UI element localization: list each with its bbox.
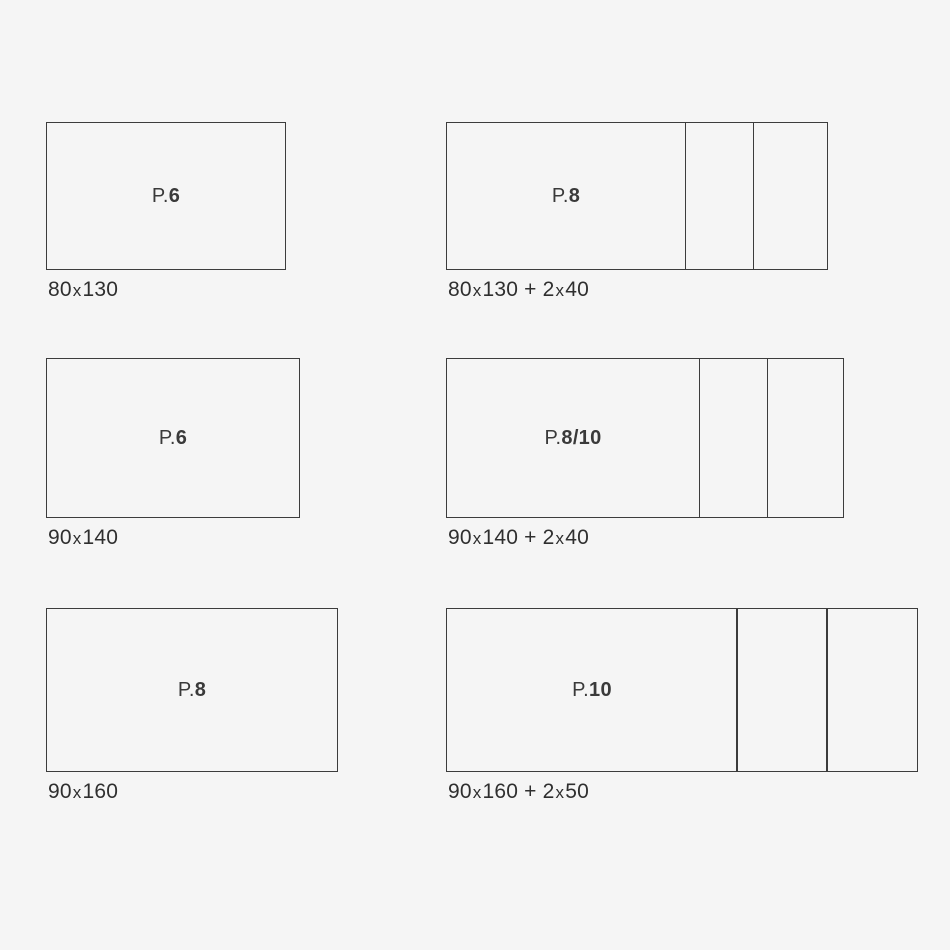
table-top-main: [46, 608, 338, 772]
table-diagram-80x130: [46, 122, 286, 301]
table-outline: [46, 608, 338, 772]
table-top-main: [446, 608, 738, 772]
table-outline: [446, 122, 828, 270]
dimension-label: 80x130 + 2x40: [448, 278, 589, 301]
table-outline: [46, 358, 300, 518]
seat-capacity-label: P.6: [158, 426, 188, 449]
seat-capacity-label: P.10: [572, 678, 612, 701]
table-diagram-90x140-plus-2x40: [446, 358, 844, 549]
table-extension-leaf-2: [753, 122, 828, 270]
seat-capacity-label: P.8: [177, 678, 207, 701]
table-top-main: [446, 122, 686, 270]
seat-capacity-label: P.6: [151, 184, 181, 207]
dimension-label: 90x160: [48, 780, 119, 803]
table-outline: [446, 608, 918, 772]
table-outline: [446, 358, 844, 518]
dimension-label: 90x140: [48, 526, 119, 549]
table-diagram-90x160: [46, 608, 338, 803]
seat-capacity-label: P.8: [551, 184, 581, 207]
table-diagram-80x130-plus-2x40: [446, 122, 828, 301]
dimension-label: 90x160 + 2x50: [448, 780, 589, 803]
table-top-main: [46, 358, 300, 518]
table-extension-leaf-1: [699, 358, 768, 518]
dimension-label: 80x130: [48, 278, 119, 301]
table-top-main: [446, 358, 700, 518]
table-extension-leaf-1: [685, 122, 754, 270]
table-extension-leaf-1: [736, 608, 828, 772]
table-extension-leaf-2: [767, 358, 844, 518]
table-diagram-90x160-plus-2x50: [446, 608, 918, 803]
table-extension-leaf-2: [826, 608, 918, 772]
dimension-label: 90x140 + 2x40: [448, 526, 589, 549]
seat-capacity-label: P.8/10: [544, 426, 602, 449]
table-diagram-90x140: [46, 358, 300, 549]
table-top-main: [46, 122, 286, 270]
table-outline: [46, 122, 286, 270]
